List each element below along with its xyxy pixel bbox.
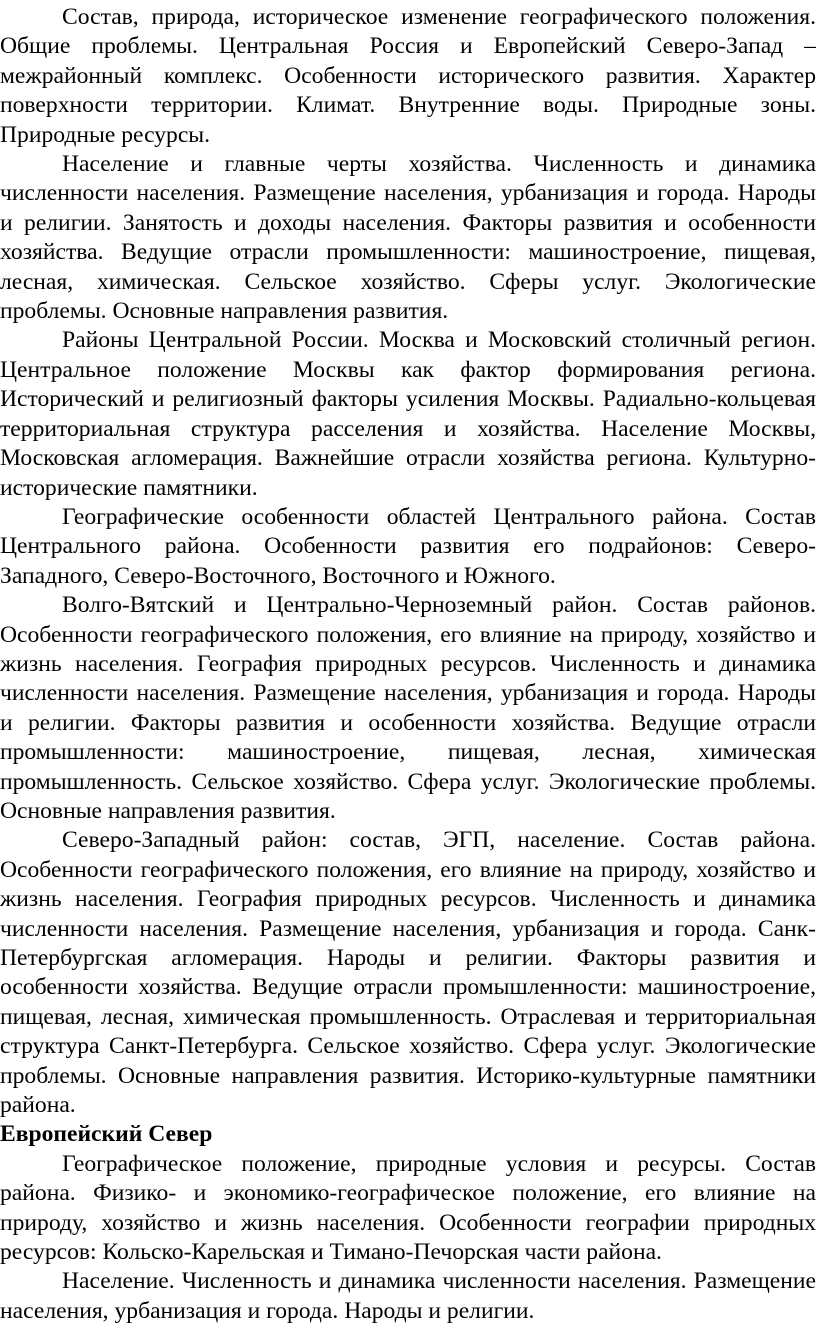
paragraph-north-population: Население. Численность и динамика численности населения. Размещение населения, урбанизация и города. Народы и религии. — [0, 1268, 816, 1324]
paragraph-central-russia-regions: Районы Центральной России. Москва и Московский столичный регион. Центральное положение Москвы как фактор формирования региона. Исторический и религиозный факторы усиления Москвы. Радиально-кольцевая территориальная структура расселения и хозяйства. Население Москвы, Московская агломерация. Важнейшие отрасли хозяйства региона. Культурно-исторические памятники. — [0, 327, 816, 501]
paragraph-geographic-position: Состав, природа, историческое изменение географического положения. Общие проблемы. Центральная Россия и Европейский Северо-Запад – межрайонный комплекс. Особенности исторического развития. Характер поверхности территории. Климат. Внутренние воды. Природные зоны. Природные ресурсы. — [0, 4, 816, 148]
paragraph-north-west: Северо-Западный район: состав, ЭГП, население. Состав района. Особенности географического положения, его влияние на природу, хозяйство и жизнь населения. География природных ресурсов. Численность и динамика численности населения. Размещение населения, урбанизация и города. Санк-Петербургская агломерация. Народы и религии. Факторы развития и особенности хозяйства. Ведущие отрасли промышленности: машиностроение, пищевая, лесная, химическая промышленность. Отраслевая и территориальная структура Санкт-Петербурга. Сельское хозяйство. Сфера услуг. Экологические проблемы. Основные направления развития. Историко-культурные памятники района. — [0, 827, 816, 1119]
section-heading: Европейский Север — [0, 1121, 213, 1148]
paragraph-population-economy: Население и главные черты хозяйства. Численность и динамика численности населения. Размещение населения, урбанизация и города. Народы и религии. Занятость и доходы населения. Факторы развития и особенности хозяйства. Ведущие отрасли промышленности: машиностроение, пищевая, лесная, химическая. Сельское хозяйство. Сферы услуг. Экологические проблемы. Основные направления развития. — [0, 151, 816, 325]
paragraph-volga-vyatka: Волго-Вятский и Центрально-Черноземный район. Состав районов. Особенности географического положения, его влияние на природу, хозяйство и жизнь населения. География природных ресурсов. Численность и динамика численности населения. Размещение населения, урбанизация и города. Народы и религии. Факторы развития и особенности хозяйства. Ведущие отрасли промышленности: машиностроение, пищевая, лесная, химическая промышленность. Сельское хозяйство. Сфера услуг. Экологические проблемы. Основные направления развития. — [0, 592, 816, 824]
paragraph-north-geography: Географическое положение, природные условия и ресурсы. Состав района. Физико- и экономико-географическое положение, его влияние на природу, хозяйство и жизнь населения. Особенности географии природных ресурсов: Кольско-Карельская и Тимано-Печорская части района. — [0, 1150, 816, 1266]
paragraph-central-district: Географические особенности областей Центрального района. Состав Центрального района. Особенности развития его подрайонов: Северо-Западного, Северо-Восточного, Восточного и Южного. — [0, 503, 816, 589]
